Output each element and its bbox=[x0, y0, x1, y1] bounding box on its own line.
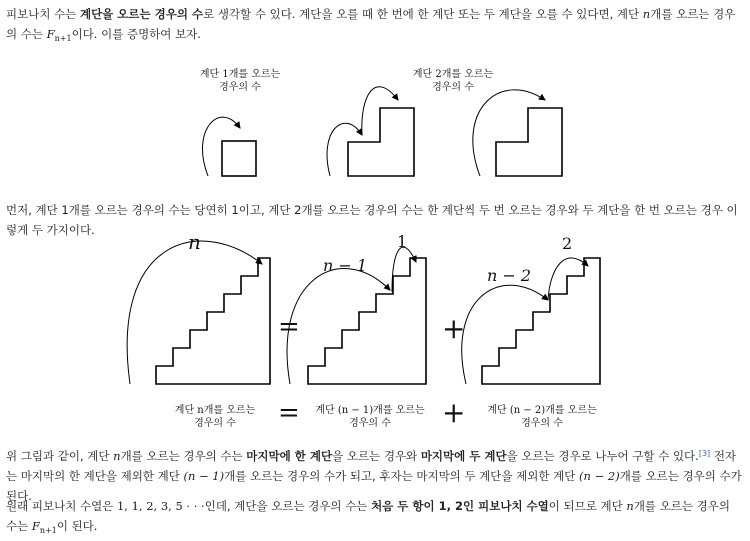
bold-phrase: 처음 두 항이 1, 2인 피보나치 수열 bbox=[371, 499, 549, 513]
equals-sign-caption: = bbox=[278, 398, 300, 428]
figure1-caption-one-step: 계단 1개를 오르는 경우의 수 bbox=[199, 69, 281, 93]
text: 인데, 계단을 오르는 경우의 수는 bbox=[204, 499, 372, 513]
bold-phrase: 마지막에 한 계단 bbox=[246, 449, 333, 463]
text: 이 된다. bbox=[56, 519, 98, 533]
label-1: 1 bbox=[397, 232, 408, 251]
plus-sign-caption: + bbox=[442, 396, 466, 429]
bold-phrase: 계단을 오르는 경우의 수 bbox=[79, 7, 204, 21]
footnote-link[interactable]: [3] bbox=[698, 449, 711, 458]
label-n-minus-2: n − 2 bbox=[487, 266, 532, 285]
paragraph-conclusion bbox=[6, 496, 744, 541]
math-F-n-plus-1: $F_{n+1}$ bbox=[31, 519, 57, 535]
math-F-n-plus-1: $F_{n+1}$ bbox=[46, 27, 72, 43]
caption-n-steps: 계단 n개를 오르는 경우의 수 bbox=[174, 405, 256, 429]
math-n: n bbox=[626, 499, 634, 513]
text: 개를 오르는 경우의 수는 bbox=[6, 499, 731, 533]
text: 이 되므로 계단 bbox=[548, 499, 627, 513]
text: 을 오르는 경우와 bbox=[332, 449, 421, 463]
text: 개를 오르는 경우의 수가 되고, 후자는 마지막의 두 계단을 제외한 계단 bbox=[224, 469, 580, 483]
caption-n-minus-1-steps: 계단 (n − 1)개를 오르는 경우의 수 bbox=[315, 405, 425, 429]
math-n-minus-1: (n − 1) bbox=[183, 469, 225, 483]
paragraph-base-cases: 먼저, 계단 1개를 오르는 경우의 수는 당연히 1이고, 계단 2개를 오르는 경우의 수는 한 계단씩 두 번 오르는 경우와 두 계단을 한 번 오르는 경우 이렇게 두 가지이다. bbox=[6, 203, 738, 237]
staircase-n-minus-1 bbox=[308, 258, 426, 384]
label-n-minus-1: n − 1 bbox=[323, 256, 368, 275]
text: 개를 오르는 경우의 수는 bbox=[120, 449, 247, 463]
arc-1 bbox=[392, 247, 416, 292]
staircase-n bbox=[156, 258, 270, 384]
text: 전자는 마지막의 한 계단을 제외한 계단 bbox=[6, 449, 737, 483]
text: 개를 오르는 경우의 수가 된다. bbox=[6, 469, 742, 503]
arc-n-minus-1 bbox=[287, 269, 390, 384]
text: 개를 오르는 경우의 수는 bbox=[6, 7, 736, 41]
arc-n-minus-2 bbox=[462, 285, 548, 384]
label-n: n bbox=[188, 230, 201, 254]
text: 이다. 이를 증명하여 보자. bbox=[71, 27, 201, 41]
text: 피보나치 수는 bbox=[6, 7, 80, 21]
equals-sign: = bbox=[278, 312, 300, 342]
arc-n bbox=[127, 241, 262, 384]
bold-phrase: 마지막에 두 계단 bbox=[420, 449, 507, 463]
label-2: 2 bbox=[562, 234, 573, 253]
plus-sign: + bbox=[442, 312, 466, 345]
caption-n-minus-2-steps: 계단 (n − 2)개를 오르는 경우의 수 bbox=[487, 405, 597, 429]
math-n-minus-2: (n − 2) bbox=[579, 469, 620, 483]
figure1-caption-two-steps: 계단 2개를 오르는 경우의 수 bbox=[412, 69, 494, 93]
math-n: n bbox=[113, 449, 121, 463]
text: 로 생각할 수 있다. 계단을 오를 때 한 번에 한 계단 또는 두 계단을 오를 수 있다면, 계단 bbox=[203, 7, 643, 21]
math-n: n bbox=[642, 7, 651, 21]
text: 원래 피보나치 수열은 bbox=[6, 499, 117, 513]
text: 을 오르는 경우로 나누어 구할 수 있다. bbox=[506, 449, 699, 463]
text: 위 그림과 같이, 계단 bbox=[6, 449, 114, 463]
math-sequence: 1, 1, 2, 3, 5 · · · bbox=[116, 499, 205, 513]
